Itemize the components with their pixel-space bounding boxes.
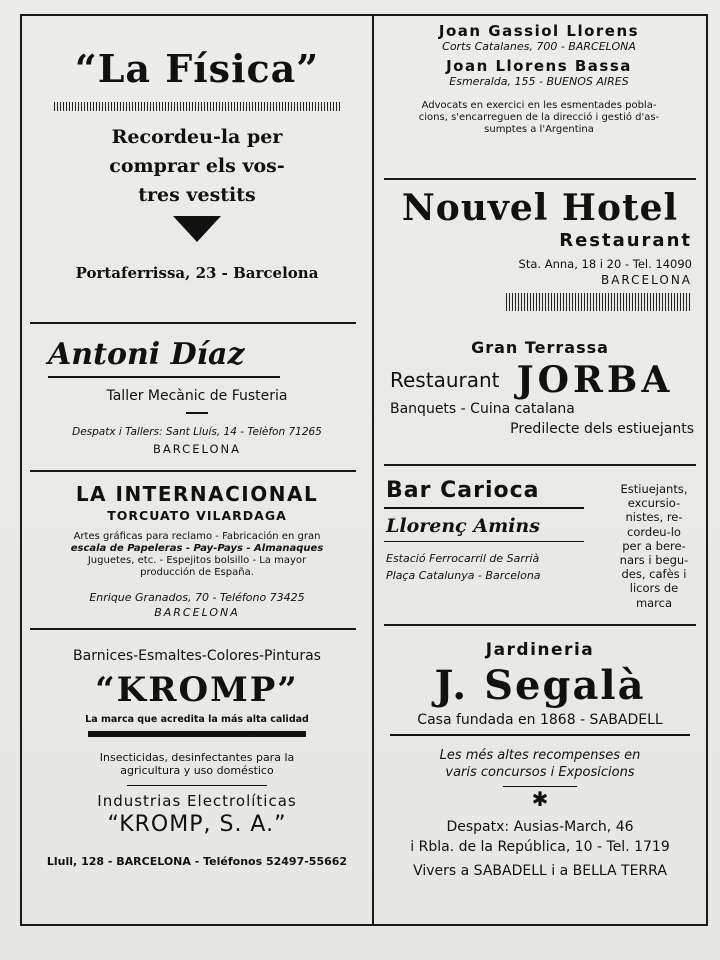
jorba-ad [382,338,698,437]
internacional-address: Enrique Granados, 70 - Teléfono 73425 [89,591,305,604]
jorba-top: Gran Terrassa [471,338,609,357]
internacional-desc-1: Artes gráficas para reclamo - Fabricación en gran [73,531,321,542]
gassiol-name-2: Joan Llorens Bassa [446,57,632,75]
internacional-owner: TORCUATO VILARDAGA [107,508,287,523]
gassiol-desc-3: sumptes a l'Argentina [484,124,594,135]
segala-awards-1: Les més altes recompenses en [439,748,641,763]
segala-office: Despatx: Ausias-March, 46 [446,819,634,835]
carioca-address-2: Plaça Catalunya - Barcelona [386,569,541,582]
kromp-top: Barnices-Esmaltes-Colores-Pinturas [73,648,321,664]
segala-awards-2: varis concursos i Exposicions [445,765,635,780]
segala-founded: Casa fundada en 1868 - SABADELL [417,712,663,728]
underline [48,376,280,378]
jorba-name: JORBA [516,359,674,401]
hotel-address: Sta. Anna, 18 i 20 - Tel. 14090 [518,257,692,271]
internacional-desc-3: Juguetes, etc. - Espejitos bolsillo - La mayor [87,555,307,566]
carioca-side-5: per a bere- [622,538,686,553]
divider [384,178,696,180]
ad-frame [20,14,708,926]
carioca-side-9: marca [635,595,673,610]
striped-rule [54,102,340,111]
jorba-line-1: Banquets - Cuina catalana [390,401,575,417]
segala-name: J. Segalà [434,662,646,709]
underline [384,541,584,542]
internacional-title: LA INTERNACIONAL [75,482,319,506]
hotel-subtitle: Restaurant [559,230,692,251]
antoni-diaz-ad [32,336,362,456]
carioca-side-7: des, cafès i [621,567,687,582]
down-triangle-icon [173,216,221,242]
hotel-city: BARCELONA [600,273,692,287]
asterisk-icon: ✱ [531,787,549,811]
thick-rule [88,731,306,737]
kromp-company: “KROMP, S. A.” [107,812,287,837]
segala-office-2: i Rbla. de la República, 10 - Tel. 1719 [410,839,670,855]
internacional-desc-2: escala de Papeleras - Pay-Pays - Almanaques [70,543,324,554]
gassiol-desc-2: cions, s'encarreguen de la direcció i gestió d'as- [418,112,660,123]
carioca-owner: Llorenç Amins [386,515,540,537]
nouvel-hotel-ad [382,186,698,311]
jorba-restaurant: Restaurant [390,368,500,392]
internacional-desc-4: producción de España. [140,567,254,578]
la-fisica-ad [22,48,372,282]
carioca-side-6: nars i begu- [619,553,689,568]
carioca-side-8: licors de [629,581,679,596]
diaz-contact: Despatx i Tallers: Sant Lluís, 14 - Telèfon 71265 [72,426,322,438]
kromp-industries: Industrias Electrolíticas [97,792,297,810]
carioca-side-3: nistes, re- [625,510,683,525]
kromp-tagline: La marca que acredita la más alta calidad [85,714,309,725]
kromp-ad [32,648,362,868]
divider [30,470,356,472]
fisica-line-2: comprar els vos- [109,155,285,177]
diaz-city: BARCELONA [153,442,241,456]
gassiol-address-2: Esmeralda, 155 - BUENOS AIRES [449,75,629,88]
kromp-brand: “KROMP” [95,670,299,710]
carioca-side-2: excursio- [627,496,681,511]
fisica-address: Portaferrissa, 23 - Barcelona [75,264,319,282]
diaz-subtitle: Taller Mecànic de Fusteria [106,388,288,404]
column-divider [372,16,374,924]
fisica-line-1: Recordeu-la per [111,126,283,148]
gassiol-address-1: Corts Catalanes, 700 - BARCELONA [442,40,636,53]
carioca-side-text [606,482,702,610]
segala-ad [382,640,698,879]
jorba-heading [382,359,698,401]
divider [384,464,696,466]
underline [384,507,584,509]
divider [384,624,696,626]
segala-nurseries: Vivers a SABADELL i a BELLA TERRA [413,863,667,879]
fisica-line-3: tres vestits [138,184,256,206]
carioca-side-4: cordeu-lo [627,524,681,539]
kromp-desc-1: Insecticidas, desinfectantes para la [99,751,295,764]
gassiol-ad [374,22,704,136]
gassiol-name-1: Joan Gassiol Llorens [438,22,640,40]
la-internacional-ad [32,482,362,619]
striped-block [506,293,692,311]
bar-carioca-ad [384,478,604,582]
kromp-footer: Llull, 128 - BARCELONA - Teléfonos 52497-55662 [46,855,348,868]
kromp-desc-2: agricultura y uso doméstico [120,764,274,777]
divider [30,628,356,630]
la-fisica-title: “La Física” [74,46,320,91]
segala-top: Jardineria [485,640,595,660]
diaz-name: Antoni Díaz [48,337,245,372]
divider [30,322,356,324]
hotel-title: Nouvel Hotel [401,187,679,229]
carioca-side-1: Estiuejants, [620,482,688,496]
carioca-address-1: Estació Ferrocarril de Sarrià [386,552,540,565]
jorba-line-2: Predilecte dels estiuejants [510,421,694,437]
carioca-title: Bar Carioca [386,478,540,503]
gassiol-desc-1: Advocats en exercici en les esmentades pobla- [421,100,657,111]
short-rule [186,412,208,414]
rule [390,734,690,736]
internacional-city: BARCELONA [154,606,240,619]
thin-rule [127,785,267,786]
